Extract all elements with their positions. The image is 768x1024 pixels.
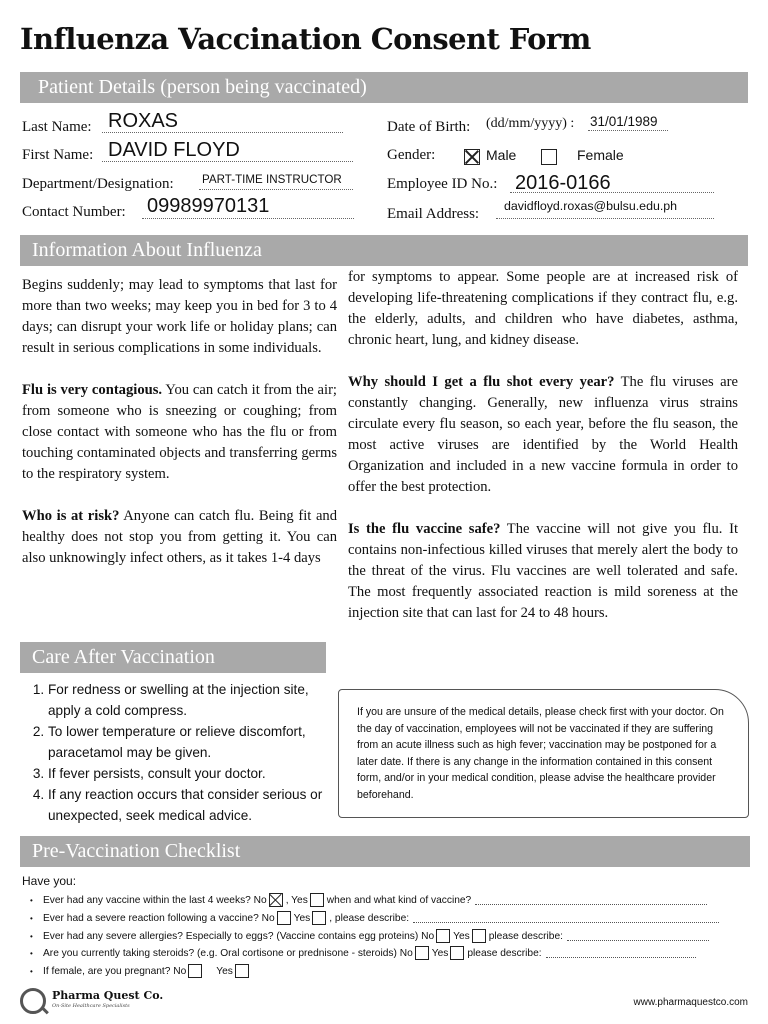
- contact-label: Contact Number:: [22, 204, 126, 220]
- steroids-answer-line[interactable]: [546, 948, 696, 958]
- info-left-column: [22, 275, 337, 569]
- info-text: The vaccine will not give you flu. It contains non-infectious killed viruses that merely alert the body to the threat of the virus. Flu vaccines are well tolerated and safe. The most frequently associated reaction is mild soreness at the injection site that can last for 24 to 48 hours.: [348, 521, 738, 621]
- care-item: 2. To lower temperature or relieve discomfort, paracetamol may be given.: [48, 721, 332, 763]
- recent-vaccine-answer-line[interactable]: [475, 895, 707, 905]
- yes-label: Yes: [216, 965, 233, 977]
- question-tail: please describe:: [488, 930, 563, 942]
- severe-reaction-no-checkbox[interactable]: [277, 911, 291, 925]
- info-paragraph: [22, 380, 337, 485]
- question-text: Are you currently taking steroids? (e.g. Oral cortisone or prednisone - steroids) No: [43, 947, 413, 959]
- question-text: Ever had a severe reaction following a vaccine? No: [43, 912, 275, 924]
- dob-label: Date of Birth:: [387, 119, 471, 135]
- recent-vaccine-yes-checkbox[interactable]: [310, 893, 324, 907]
- info-paragraph: Begins suddenly; may lead to symptoms that last for more than two weeks; may keep you in bed for 3 to 4 days; can disrupt your work life or holiday plans; can result in serious complications in some individuals.: [22, 277, 337, 356]
- dob-underline: [588, 130, 668, 131]
- dob-format: (dd/mm/yyyy) :: [486, 116, 575, 131]
- patient-details-heading: Patient Details (person being vaccinated): [20, 72, 748, 103]
- employee-id-label: Employee ID No.:: [387, 176, 498, 192]
- first-name-field[interactable]: DAVID FLOYD: [108, 139, 240, 161]
- advisory-note-box: [338, 689, 749, 818]
- yes-label: Yes: [431, 947, 449, 959]
- company-name: Pharma Quest Co.: [52, 989, 164, 1002]
- contact-number-field[interactable]: 09989970131: [147, 195, 270, 217]
- email-underline: [496, 218, 714, 219]
- company-website[interactable]: www.pharmaquestco.com: [633, 997, 748, 1008]
- email-label: Email Address:: [387, 206, 480, 222]
- severe-reaction-answer-line[interactable]: [413, 913, 719, 923]
- pregnant-yes-checkbox[interactable]: [235, 964, 249, 978]
- care-item: 1. For redness or swelling at the injection site, apply a cold compress.: [48, 679, 332, 721]
- info-bold-lead: Who is at risk?: [22, 508, 120, 524]
- care-item: 3. If fever persists, consult your doctor.: [48, 763, 332, 784]
- question-tail: when and what kind of vaccine?: [326, 894, 472, 906]
- info-bold-lead: Flu is very contagious.: [22, 382, 163, 398]
- question-tail: , please describe:: [329, 912, 410, 924]
- dob-field[interactable]: 31/01/1989: [590, 114, 658, 129]
- last-name-label: Last Name:: [22, 119, 92, 135]
- recent-vaccine-no-checkbox[interactable]: [269, 893, 283, 907]
- gender-male-checkbox[interactable]: [464, 149, 480, 165]
- department-underline: [199, 189, 353, 190]
- yes-label: Yes: [293, 912, 311, 924]
- allergies-yes-checkbox[interactable]: [472, 929, 486, 943]
- employee-id-field[interactable]: 2016-0166: [515, 172, 611, 194]
- info-text: The flu viruses are constantly changing. Generally, new influenza virus strains circulate every flu season, so each year, before the flu season, the most active viruses are identified by the World Health Organization and included in a new vaccine formula in order to offer the best protection.: [348, 374, 738, 495]
- allergies-answer-line[interactable]: [567, 931, 709, 941]
- company-logo: [20, 988, 163, 1014]
- bullet: •: [30, 948, 33, 958]
- info-text: You can catch it from the air; from someone who is sneezing or coughing; from close contact with someone who has the flu or from touching contaminated objects and transferring germs to the respiratory system.: [22, 382, 337, 482]
- checklist-item-steroids: [30, 946, 696, 960]
- checklist-intro: Have you:: [22, 874, 77, 888]
- magnifier-icon: [20, 988, 46, 1014]
- email-field[interactable]: davidfloyd.roxas@bulsu.edu.ph: [504, 199, 678, 213]
- department-field[interactable]: PART-TIME INSTRUCTOR: [202, 173, 342, 186]
- bullet: •: [30, 966, 33, 976]
- info-bold-lead: Is the flu vaccine safe?: [348, 521, 501, 537]
- info-paragraph: [22, 506, 337, 569]
- gender-male-label: Male: [486, 147, 517, 163]
- question-text: Ever had any severe allergies? Especially to eggs? (Vaccine contains egg proteins) No: [43, 930, 435, 942]
- info-paragraph: [348, 372, 738, 498]
- care-heading: Care After Vaccination: [20, 642, 326, 673]
- steroids-yes-checkbox[interactable]: [450, 946, 464, 960]
- form-title: Influenza Vaccination Consent Form: [20, 22, 591, 56]
- first-name-label: First Name:: [22, 147, 94, 163]
- info-right-column: [348, 267, 738, 624]
- allergies-no-checkbox[interactable]: [436, 929, 450, 943]
- gender-label: Gender:: [387, 147, 436, 163]
- question-text: Ever had any vaccine within the last 4 weeks? No: [43, 894, 267, 906]
- contact-underline: [142, 218, 354, 219]
- last-name-field[interactable]: ROXAS: [108, 110, 179, 132]
- care-item: 4. If any reaction occurs that consider serious or unexpected, seek medical advice.: [48, 784, 332, 826]
- pregnant-no-checkbox[interactable]: [188, 964, 202, 978]
- info-text: Anyone can catch flu. Being fit and healthy does not stop you from getting it. You can also unknowingly infect others, as it takes 1-4 days: [22, 508, 338, 566]
- checklist-item-recent-vaccine: [30, 893, 707, 907]
- yes-label: Yes: [453, 930, 470, 942]
- question-text: If female, are you pregnant? No: [43, 965, 187, 977]
- checklist-item-severe-reaction: [30, 911, 719, 925]
- info-bold-lead: Why should I get a flu shot every year?: [348, 374, 615, 390]
- bullet: •: [30, 913, 33, 923]
- care-list: [32, 679, 332, 826]
- checklist-item-allergies: [30, 929, 709, 943]
- info-paragraph: [348, 519, 738, 624]
- gender-female-label: Female: [577, 147, 624, 163]
- info-heading: Information About Influenza: [20, 235, 748, 266]
- steroids-no-checkbox[interactable]: [415, 946, 429, 960]
- checklist-heading: Pre-Vaccination Checklist: [20, 836, 750, 867]
- bullet: •: [30, 895, 33, 905]
- department-label: Department/Designation:: [22, 176, 174, 192]
- gender-female-checkbox[interactable]: [541, 149, 557, 165]
- advisory-note-text: If you are unsure of the medical details, please check first with your doctor. On the day of vaccination, employees will not be vaccinated if they are suffering from an acute illness such as high fever; vaccination may be postponed for a later date. If there is any change in the information contained in this consent form, and/or in your medical condition, please advise the healthcare provider beforehand.: [357, 706, 724, 801]
- yes-label: , Yes: [285, 894, 308, 906]
- info-paragraph: for symptoms to appear. Some people are at increased risk of developing life-threatening complications if they contract flu, e.g. the elderly, adults, and children who have diabetes, asthma, chronic heart, lung, and kidney disease.: [348, 269, 738, 348]
- checklist-item-pregnant: [30, 964, 252, 978]
- bullet: •: [30, 931, 33, 941]
- question-tail: please describe:: [467, 947, 542, 959]
- company-tagline: On-Site Healthcare Specialists: [52, 1003, 130, 1009]
- severe-reaction-yes-checkbox[interactable]: [312, 911, 326, 925]
